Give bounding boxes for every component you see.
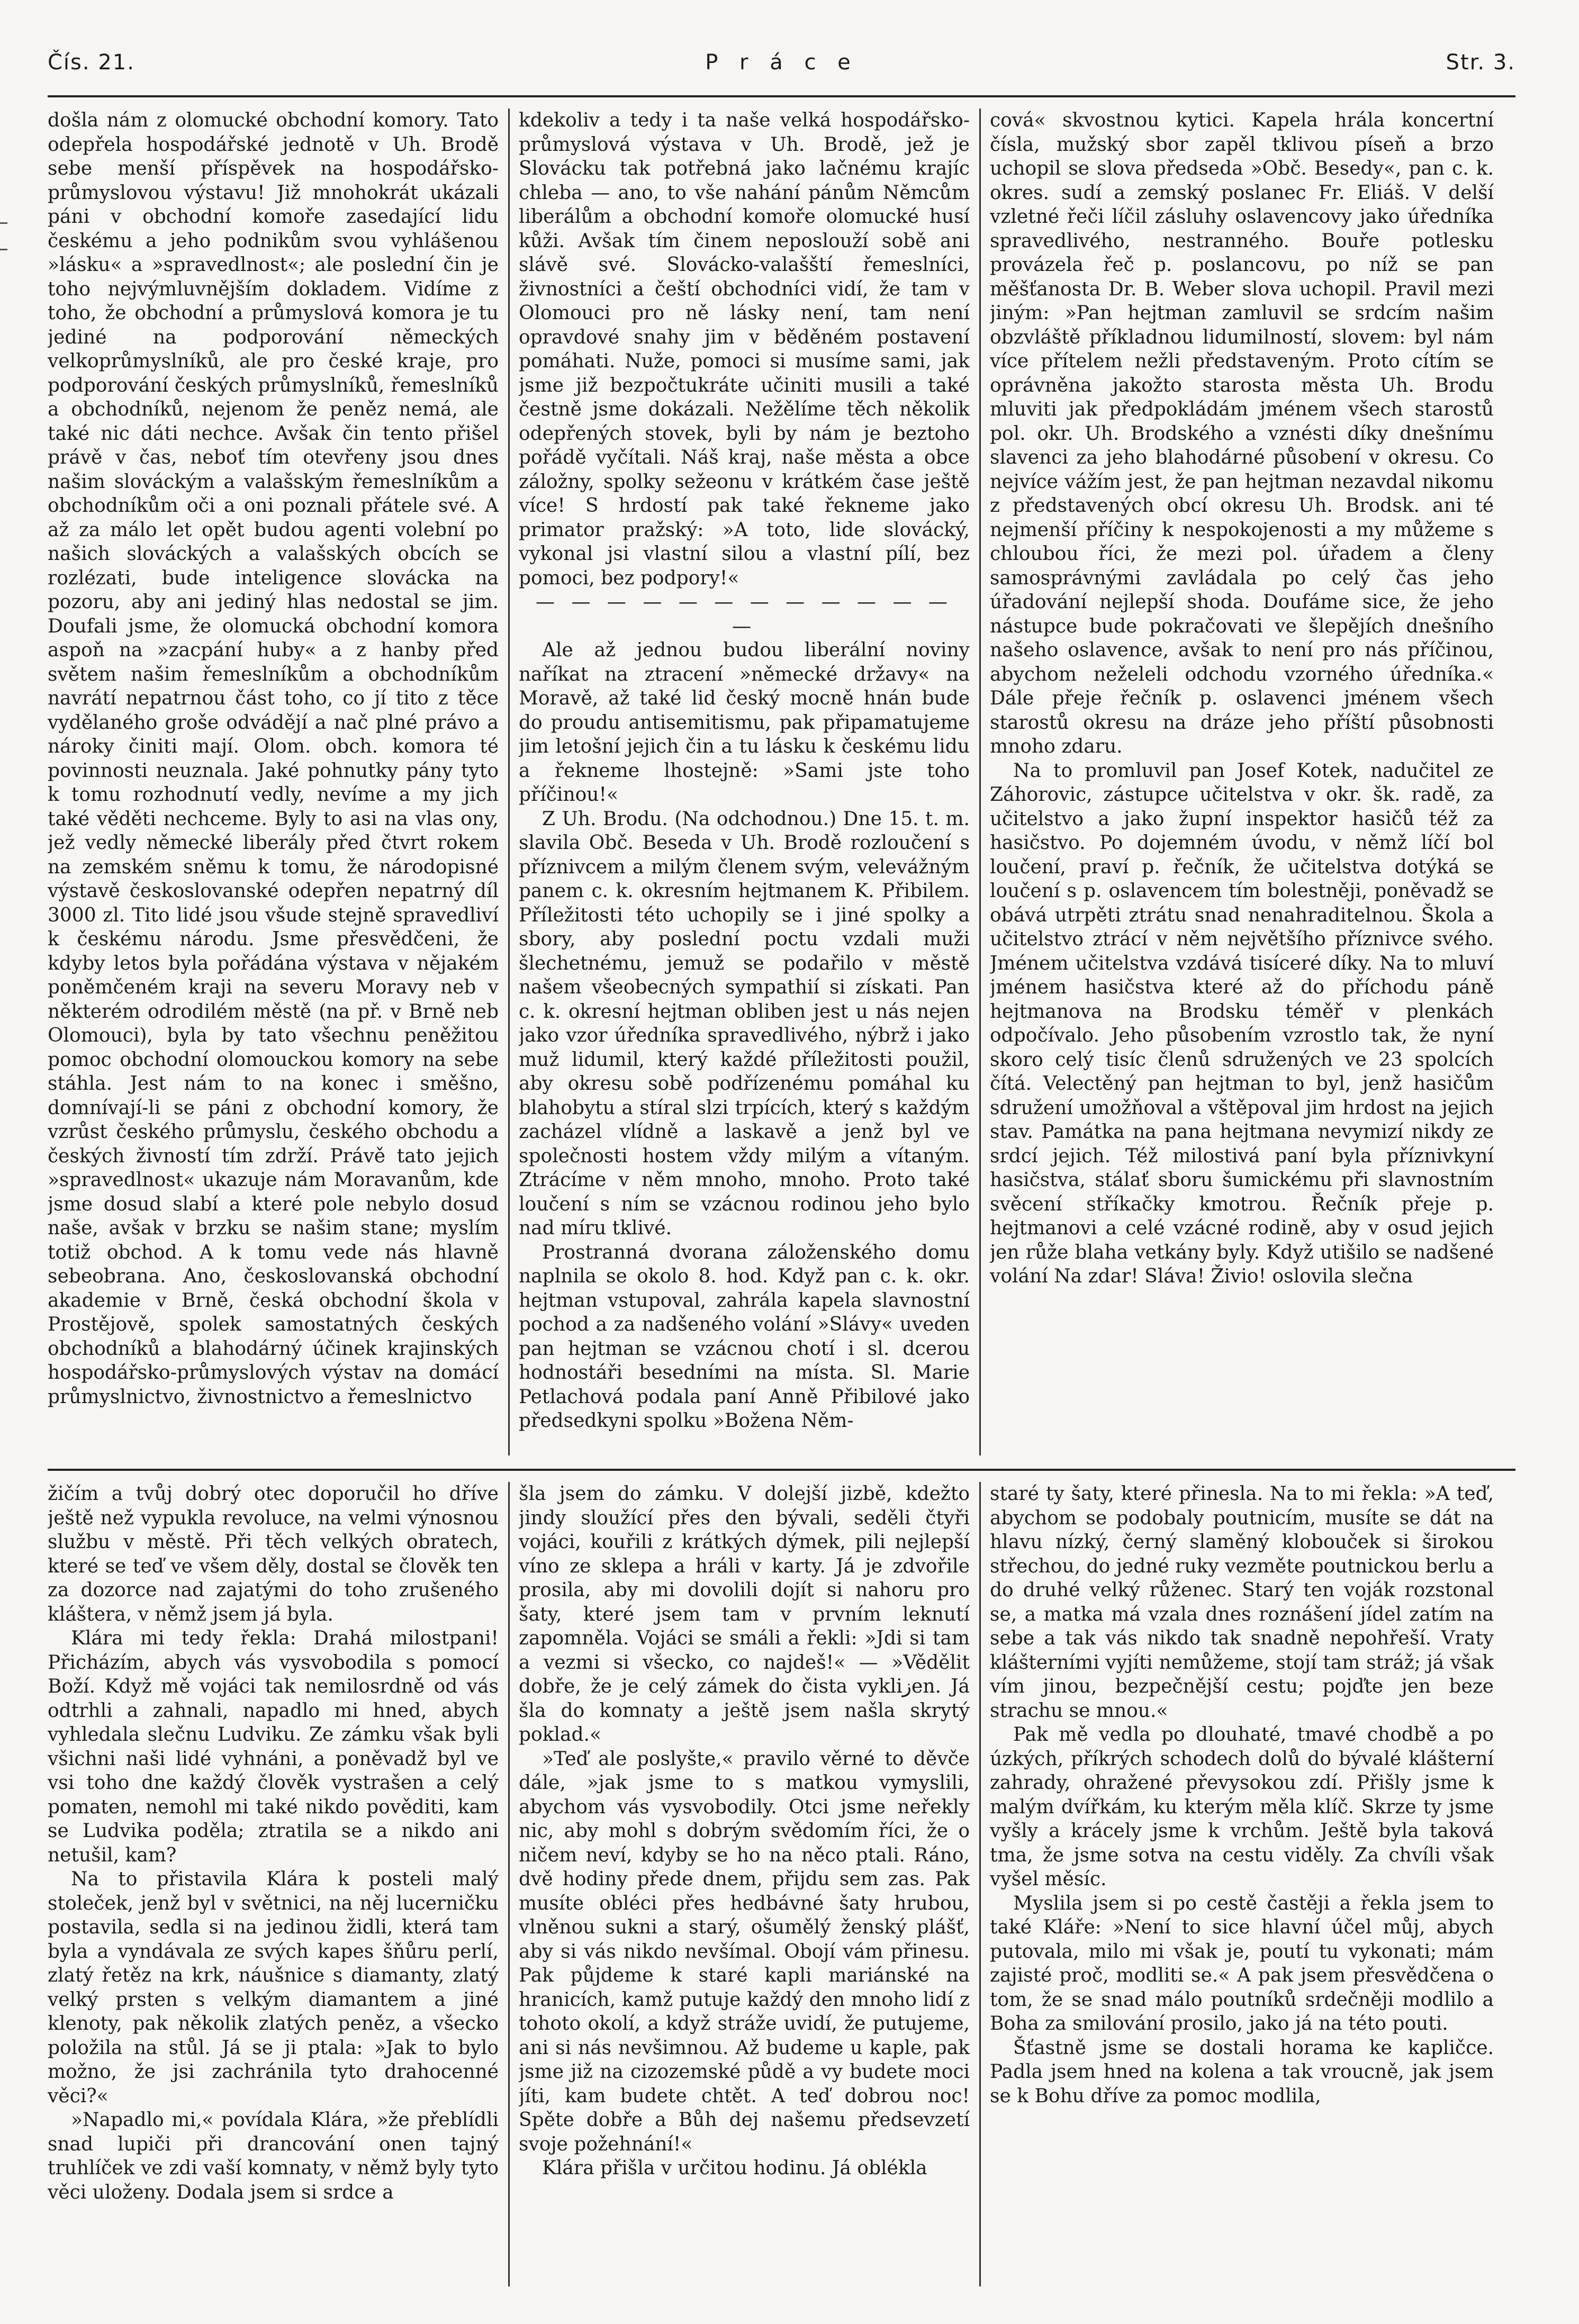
feuilleton-rule (48, 1469, 1515, 1471)
header-rule (48, 95, 1515, 97)
story-paragraph: »Napadlo mi,« povídala Klára, »že přeblídli snad lupiči při drancování onen tajný truhlíček ve zdi vaší komnaty, v němž byly tyto věci uloženy. Dodala jsem si srdce a (48, 2109, 499, 2203)
margin-mark (0, 222, 7, 224)
story-paragraph: žičím a tvůj dobrý otec doporučil ho dříve ještě než vypukla revoluce, na velmi výnosnou službu v městě. Při těch velkých obratech, které se teď ve všem děly, dostal se člověk ten za dozorce nad zajatými do toho zrušeného kláštera, v němž jsem já byla. (48, 1483, 499, 1625)
story-paragraph: Myslila jsem si po cestě častěji a řekla jsem to také Kláře: »Není to sice hlavní účel můj, abych putovala, milo mi však je, poutí tu vykonati; mám zajisté proč, modliti se.« A pak jsem přesvědčena o tom, že se snad málo poutníků srdečněji modlilo a Boha za smilování prosilo, jako já na této pouti. (990, 1892, 1494, 2034)
bottom-column-3 (990, 1482, 1494, 2286)
bottom-column-2 (519, 1482, 970, 2286)
article-paragraph: došla nám z olomucké obchodní komory. Tato odepřela hospodářské jednotě v Uh. Brodě sebe menší příspěvek na hospodářsko-průmyslovou výstavu! Již mnohokrát ukázali páni v obchodní komoře zasedající lidu českému a jeho podnikům svou vyhlášenou »lásku« a »spravedlnost«; ale poslední čin je toho nejvýmluvnějším dokladem. Vidíme z toho, že obchodní a průmyslová komora je tu jediné na podporování německých velkoprůmyslníků, ale pro české kraje, pro podporování českých průmyslníků, řemeslníků a obchodníků, nejenom že peněz nemá, ale také nic dáti nechce. Avšak čin tento přišel právě v čas, neboť tím otevřeny jsou dnes našim slováckým a valašským řemeslníkům a obchodníkům oči a oni poznali přátele své. A až za málo let opět budou agenti volební po našich slováckých a valašských obcích se rozlézati, bude inteligence slovácka na pozoru, aby ani jediný hlas nedostal se jim. Doufali jsme, že olomucká obchodní komora aspoň na »zacpání huby« a z hanby před světem našim řemeslníkům a obchodníkům navrátí nepatrnou část toho, co jí tito z těce vydělaného groše odvádějí a nač plné právo a nároky činiti mají. Olom. obch. komora té povinnosti neuznala. Jaké pohnutky pány tyto k tomu rozhodnutí vedly, nevíme a my jich také věděti nechceme. Byly to asi na vlas ony, jež vedly německé liberály před čtvrt rokem na zemském sněmu k tomu, že národopisné výstavě českoslovanské odepřen nepatrný díl 3000 zl. Tito lidé jsou všude stejně spravedliví k českému národu. Jsme přesvědčeni, že kdyby letos byla pořádána výstava v nějakém poněmčeném kraji na severu Moravy neb v některém odrodilém městě (na př. v Brně neb Olomouci), byla by tato všechnu peněžitou pomoc obchodní olomouckou komory na sebe stáhla. Jest nám to na konec i směšno, domnívají-li se páni z obchodní komory, že vzrůst českého průmyslu, českého obchodu a českých živností tím zdrží. Právě tato jejich »spravedlnost« ukazuje nám Moravanům, kde jsme dosud slabí a které pole nebylo dosud naše, avšak v brzku se našim stane; myslím totiž obchod. A k tomu vede nás hlavně sebeobrana. Ano, českoslovanská obchodní akademie v Brně, česká obchodní škola v Prostějově, spolek samostatných českých obchodníků a blahodárný účinek krajinských hospodářsko-průmyslových výstav na domácí průmyslnictvo, živnostnictvo a řemeslnictvo (48, 110, 499, 1408)
top-column-3 (990, 108, 1494, 1455)
story-paragraph: Šťastně jsme se dostali horama ke kapličce. Padla jsem hned na kolena a tak vroucně, jak jsem se k Bohu dříve za pomoc modlila, (990, 2037, 1494, 2107)
masthead-title: P r á c e (705, 50, 858, 75)
news-item-uh-brod: Z Uh. Brodu. (Na odchodnou.) Dne 15. t. m. slavila Obč. Beseda v Uh. Brodě rozloučení s příznivcem a milým členem svým, velevážným panem c. k. okresním hejtmanem K. Přibilem. Příležitosti této uchopily se i jiné spolky a sbory, aby poslední poctu vzdali muži šlechetnému, jemuž se podařilo v městě našem všeobecných sympathií si získati. Pan c. k. okresní hejtman obliben jest u nás nejen jako vzor úředníka spravedlivého, nýbrž i jako muž lidumil, který každé příležitosti použil, aby okresu sobě podřízenému pomáhal ku blahobytu a stíral slzi trpících, který s každým zacházel vlídně a laskavě a jenž byl ve společnosti hostem vždy milým a vítaným. Ztrácíme v něm mnoho, mnoho. Proto také loučení s ním se vzácnou rodinou jeho bylo nad míru tklivé. (519, 808, 970, 1239)
margin-mark (0, 249, 7, 250)
column-divider (979, 1482, 981, 2286)
article-paragraph: cová« skvostnou kytici. Kapela hrála koncertní čísla, mužský sbor zapěl tklivou píseň a brzo uchopil se slova předseda »Obč. Besedy«, pan c. k. okres. sudí a zemský poslanec Fr. Eliáš. V delší vzletné řeči líčil zásluhy oslavencovy jako úředníka spravedlivého, nestranného. Bouře potlesku provázela řeč p. poslancovu, po níž se pan měšťanosta Dr. B. Weber slova uchopil. Pravil mezi jiným: »Pan hejtman zamluvil se srdcím našim obzvláště příkladnou lidumilností, slovem: byl nám více přítelem nežli představeným. Proto cítím se oprávněna jakožto starosta města Uh. Brodu mluviti jak předpokládám jménem všech starostů pol. okr. Uh. Brodského a vznésti díky dnešnímu slavenci za jeho blahodárné působení v okresu. Co nejvíce vážím jest, že pan hejtman nezavdal nikomu z představených obcí okresu Uh. Brodsk. ani té nejmenší příčiny k nespokojenosti a my můžeme s chloubou říci, že mezi pol. úřadem a členy samosprávnými zavládala po celý čas jeho úřadování nejlepší shoda. Doufáme sice, že jeho nástupce bude pokračovati ve šlepějích dnešního našeho oslavence, avšak to není pro nás příčinou, abychom neželeli odchodu vzorného úředníka.« Dále přeje řečník p. oslavenci jménem všech starostů okresu na dráze jeho příští působnosti mnoho zdaru. (990, 110, 1494, 757)
story-paragraph: Klára mi tedy řekla: Drahá milostpani! Přicházím, abych vás vysvobodila s pomocí Boží. Když mě vojáci tak nemilosrdně od vás odtrhli a zahnali, napadlo mi hned, abych vyhledala slečnu Ludviku. Ze zámku však byli všichni naši lidé vyhnáni, a poněvadž byl ve vsi toho dne každý člověk vystrašen a celý pomaten, nemohl mi také nikdo pověditi, kam se Ludvika poděla; ztratila se a nikdo ani netušil, kam? (48, 1627, 499, 1866)
section-separator: — — — — — — — — — — — — — (536, 591, 953, 637)
story-paragraph: staré ty šaty, které přinesla. Na to mi řekla: »A teď, abychom se podobaly poutnicím, musíte se dát na hlavu nízký, černý slaměný klobouček si širokou střechou, do jedné ruky vezměte poutnickou berlu a do druhé velký růženec. Starý ten voják rozstonal se, a matka má vzala dnes roznášení jídel zatím na sebe a tak vás nikdo tak snadně nepohřeší. Vraty klášterními vyjíti nemůžeme, stojí tam stráž; já však vím jinou, bezpečnější cestu; pojďte jen beze strachu se mnou.« (990, 1483, 1494, 1722)
top-column-2 (519, 108, 970, 1455)
issue-number: Čís. 21. (48, 50, 135, 75)
article-paragraph: Prostranná dvorana záloženského domu naplnila se okolo 8. hod. Když pan c. k. okr. hejtman vstupoval, zahrála kapela slavnostní pochod a za nadšeného volání »Slávy« uveden pan hejtman se vzácnou chotí i sl. dcerou hodnostáři besedními na místa. Sl. Marie Petlachová podala paní Anně Přibilové jako předsedkyni spolku »Božena Něm- (519, 1241, 970, 1432)
article-paragraph: kdekoliv a tedy i ta naše velká hospodářsko-průmyslová výstava v Uh. Brodě, jež je Slovácku tak potřebná jako lačnému krajíc chleba — ano, to vše nahání pánům Němcům liberálům a obchodní komoře olomucké husí kůži. Avšak tím činem neposlouží sobě ani slávě své. Slovácko-valašští řemeslníci, živnostníci a čeští obchodníci vidí, že tam v Olomouci pro ně lásky není, tam není opravdové snahy jim v běděném postavení pomáhati. Nuže, pomoci si musíme sami, jak jsme již bezpočtukráte učiniti musili a také čestně jsme dokázali. Nežělíme těch několik odepřených stovek, byli by nám je beztoho pořádě vyčítali. Náš kraj, naše města a obce záložny, spolky sežeonu v krátkém čase ještě více! S hrdostí pak také řekneme jako primator pražský: »A toto, lide slovácký, vykonal jsi vlastní silou a vlastní pílí, bez pomoci, bez podpory!« (519, 110, 970, 589)
page-header (48, 50, 1515, 87)
article-paragraph: Ale až jednou budou liberální noviny naříkat na ztracení »německé državy« na Moravě, až také lid český mocně hnán bude do proudu antisemitismu, pak připamatujeme jim letošní jejich čin a tu lásku k českému lidu a řekneme lhostejně: »Sami jste toho příčinou!« (519, 639, 970, 806)
article-paragraph: Na to promluvil pan Josef Kotek, nadučitel ze Záhorovic, zástupce učitelstva v okr. šk. radě, za učitelstvo a jako župní inspektor hasičů též za hasičstvo. Po dojemném úvodu, v němž líčí bol loučení, praví p. řečník, že učitelstva dotýká se loučení s p. oslavencem tím bolestněji, poněvadž se obává utrpěti ztrátu snad nenahraditelnou. Škola a učitelstvo ztrácí v něm největšího příznivce svého. Jménem učitelstva vzdává tisíceré díky. Na to mluví jménem hasičstva které až do příchodu páně hejtmanova na Brodsku téměř v plenkách odpočívalo. Jeho působením vzrostlo tak, že nyní skoro celý tisíc členů sdružených ve 23 spolcích čítá. Velectěný pan hejtman to byl, jenž hasičům sdružení umožňoval a vštěpoval jim hrdost na jejich stav. Památka na pana hejtmana nevymizí nikdy ze srdcí jejich. Též milostivá paní byla příznivkyní hasičstva, stálať sboru šumickému při slavnostním svěcení stříkačky kmotrou. Řečník přeje p. hejtmanovi a celé vzácné rodině, aby v osud jejich jen růže blaha vetkány byly. Když utišilo se nadšené volání Na zdar! Sláva! Živio! oslovila slečna (990, 759, 1494, 1287)
story-paragraph: »Teď ale poslyšte,« pravilo věrné to děvče dále, »jak jsme to s matkou vymyslili, abychom vás vysvobodily. Otci jsme neřekly nic, aby mohl s dobrým svědomím říci, že o ničem neví, kdyby se ho na něco ptali. Ráno, dvě hodiny předе dnem, přijdu sem zas. Pak musíte obléci přes hedbávné šaty hrubou, vlněnou sukni a starý, ošumělý ženský plášť, aby si vás nikdo nevšímal. Obojí vám přinesu. Pak půjdeme k staré kapli mariánské na hranicích, kamž putuje každý den mnoho lidí z tohoto okolí, a když stráže uvidí, že putujeme, ani si nás nevšimnou. Až budeme u kaple, pak jsme již na cizozemské půdě a vy budete moci jíti, kam budete chtět. A teď dobrou noc! Spěte dobře a Bůh dej našemu předsevzetí svoje požehnání!« (519, 1748, 970, 2155)
story-paragraph: Pak mě vedla po dlouhaté, tmavé chodbě a po úzkých, příkrých schodech dolů do bývalé klášterní zahrady, ohražené převysokou zdí. Přišly jsme k malým dvířkám, ku kterým měla klíč. Skrze ty jsme vyšly a krácely jsme k vrchům. Ještě byla taková tma, že jsme sotva na cestu viděly. Za chvíli však vyšel měsíc. (990, 1724, 1494, 1890)
top-column-1 (48, 108, 499, 1455)
column-divider (508, 1482, 510, 2286)
story-paragraph: Na to přistavila Klára k posteli malý stoleček, jenž byl v světnici, na něj lucerničku postavila, sedla si na jedinou židli, která tam byla a vyndávala ze svých kapes šňůru perlí, zlatý řetěz na krk, náušnice s diamanty, zlatý velký prsten s velkým diamantem a jiné klenoty, pak několik zlatých peněz, a všecko položila na stůl. Já se ji ptala: »Jak to bylo možno, že jsi zachránila tyto drahocenné věci?« (48, 1868, 499, 2107)
story-paragraph: Klára přišla v určitou hodinu. Já oblékla (542, 2157, 927, 2179)
bottom-column-1 (48, 1482, 499, 2286)
column-divider (508, 108, 510, 1455)
column-divider (979, 108, 981, 1455)
story-paragraph: šla jsem do zámku. V dolejší jizbě, kdežto jindy sloužící přes den bývali, seděli čtyři vojáci, kouřili z krátkých dýmek, pili nejlepší víno ze sklepa a hráli v karty. Já je zdvořile prosila, aby mi dovolili dojít si nahoru pro šaty, které jsem tam v prvním leknutí zapomněla. Vojáci se smáli a řekli: »Jdi si tam a vezmi si všecko, co najdeš!« — »Vědělit dobře, že je celý zámek do čista vykliزen. Já šla do komnaty a ještě jsem našla skrytý poklad.« (519, 1483, 970, 1746)
page-number: Str. 3. (1446, 50, 1515, 75)
